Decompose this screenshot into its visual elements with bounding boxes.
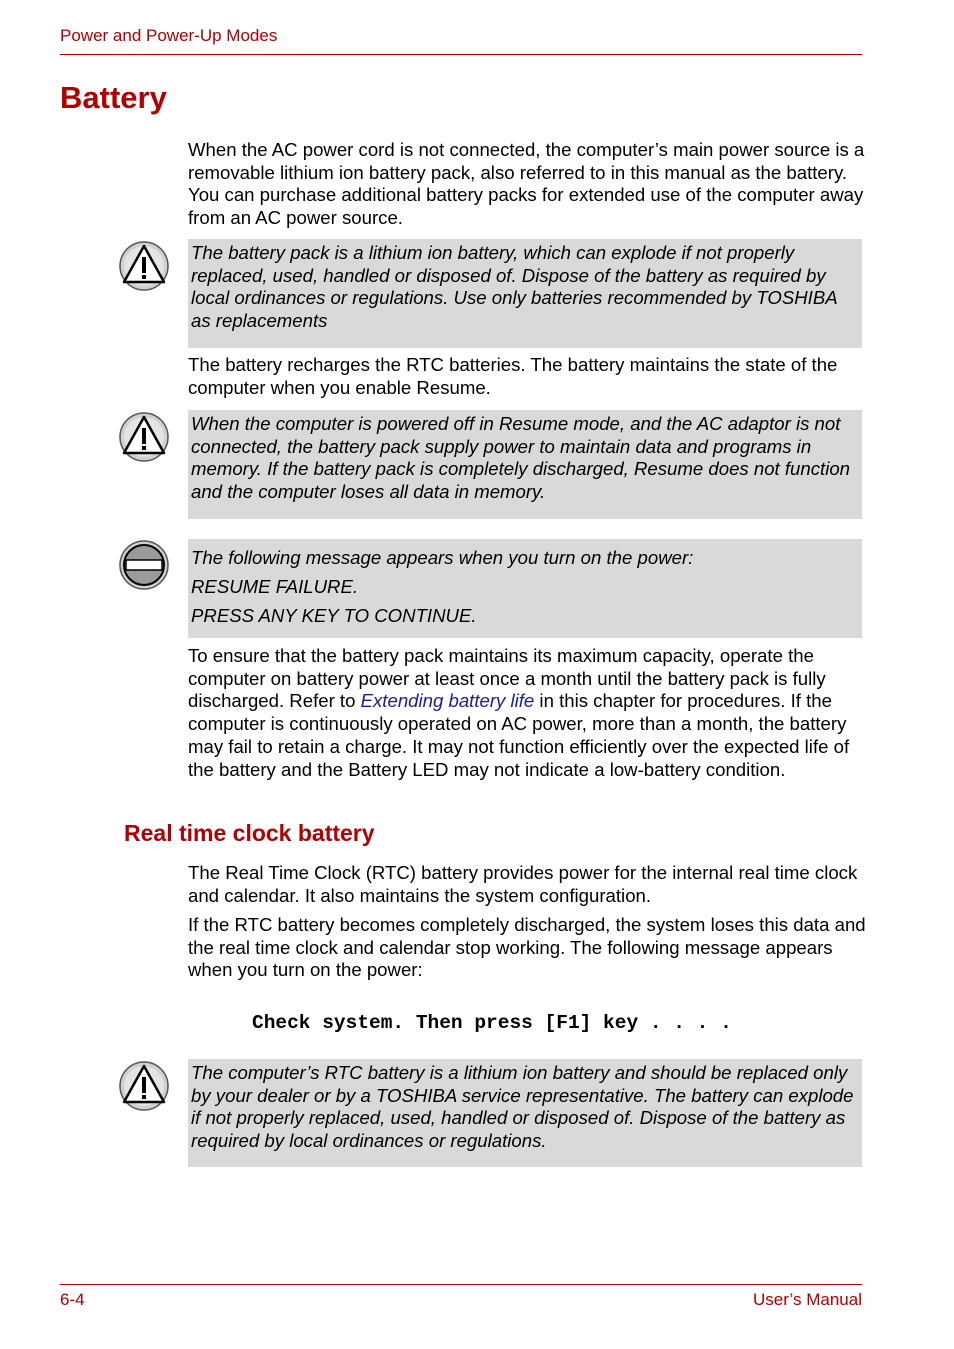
warning-icon [119, 240, 169, 292]
intro-paragraph: When the AC power cord is not connected, the computer’s main power source is a removable lithium ion battery pack, also referred to in this manual as the battery. You can purchase additional battery packs for extended use of the computer away from an AC power source. [188, 139, 865, 229]
rtc-paragraph-2: If the RTC battery becomes completely discharged, the system loses this data and the real time clock and calendar stop working. The following message appears when you turn on the power: [188, 914, 866, 981]
system-message: Check system. Then press [F1] key . . . . [252, 1012, 732, 1034]
extending-battery-life-link[interactable]: Extending battery life [360, 690, 535, 712]
running-header: Power and Power-Up Modes [60, 26, 278, 45]
page-title: Battery [60, 80, 167, 115]
page-number: 6-4 [60, 1290, 85, 1309]
warning-note-battery-explosion [188, 239, 862, 348]
warning-icon [119, 411, 169, 463]
warning-note-text: The computer’s RTC battery is a lithium ion battery and should be replaced only by your dealer or by a TOSHIBA service representative. The battery can explode if not properly replaced, used, handled or disposed of. Dispose of the battery as required by local ordinances or regulations. [191, 1062, 854, 1152]
capacity-text: To ensure that the battery pack maintains its maximum capacity, operate the computer on battery power at least once a month until the battery pack is fully discharged. Refer to [188, 645, 826, 712]
warning-icon [119, 1060, 169, 1112]
warning-note-rtc-battery [188, 1059, 862, 1167]
footer-rule [60, 1284, 862, 1285]
header-rule [60, 54, 862, 55]
caution-icon [119, 539, 169, 591]
rtc-recharge-paragraph: The battery recharges the RTC batteries. The battery maintains the state of the computer when you enable Resume. [188, 354, 838, 398]
manual-title: User’s Manual [753, 1290, 862, 1309]
warning-note-resume-mode [188, 410, 862, 519]
warning-note-text: The battery pack is a lithium ion battery, which can explode if not properly replaced, used, handled or disposed of. Dispose of the battery as required by local ordinances or regulations. Use only batteries recommended by TOSHIBA as replacements [191, 242, 837, 332]
caution-note-line: PRESS ANY KEY TO CONTINUE. [191, 605, 477, 626]
rtc-paragraph-1: The Real Time Clock (RTC) battery provides power for the internal real time clock and calendar. It also maintains the system configuration. [188, 862, 858, 906]
section-heading: Real time clock battery [124, 820, 375, 846]
warning-note-text: When the computer is powered off in Resume mode, and the AC adaptor is not connected, the battery pack supply power to maintain data and programs in memory. If the battery pack is completely discharged, Resume does not function and the computer loses all data in memory. [191, 413, 851, 503]
caution-note-line: RESUME FAILURE. [191, 576, 359, 597]
caution-note-resume-failure [188, 539, 862, 638]
capacity-text: in this chapter for procedures. If the computer is continuously operated on AC power, more than a month, the battery may fail to retain a charge. It may not function efficiently over the expected life of the battery and the Battery LED may not indicate a low-battery condition. [188, 690, 850, 780]
caution-note-line: The following message appears when you turn on the power: [191, 547, 694, 568]
capacity-paragraph [188, 645, 866, 781]
